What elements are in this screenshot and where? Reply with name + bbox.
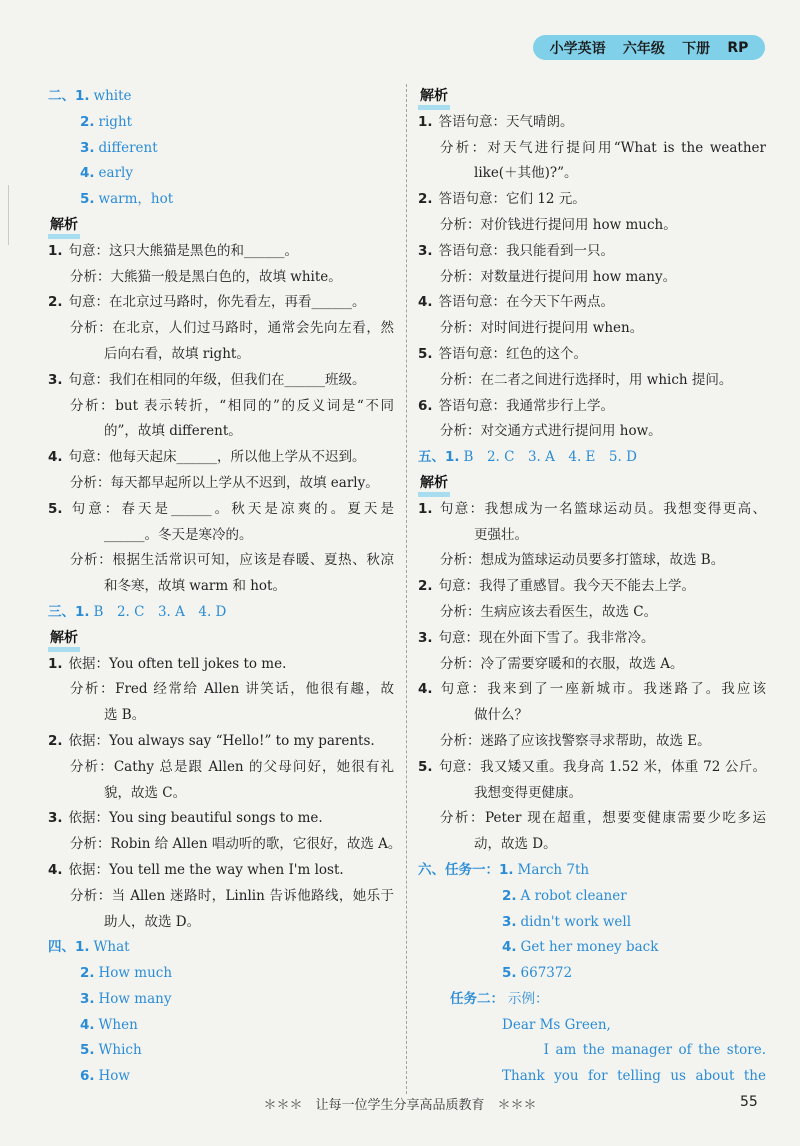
line-text: 分析：大熊猫一般是黑白色的，故填 white。 — [70, 268, 342, 285]
text-line — [48, 548, 394, 574]
text-line — [418, 161, 766, 187]
header-edition: RP — [727, 39, 749, 56]
line-text: How many — [98, 990, 172, 1007]
text-line — [418, 368, 766, 394]
text-line — [418, 290, 766, 316]
text-line — [418, 781, 766, 807]
line-text: 依据：You tell me the way when I'm lost. — [68, 861, 344, 878]
header-badge — [533, 35, 765, 60]
item-number: 3. — [418, 629, 433, 646]
line-text: ______。冬天是寒冷的。 — [104, 526, 253, 543]
item-number: 4. — [502, 939, 517, 956]
item-number: 三、1. — [48, 603, 90, 620]
item-number: 二、1. — [48, 88, 90, 104]
line-text: warm，hot — [98, 191, 174, 208]
line-text: 句意：我们在相同的年级，但我们在______班级。 — [68, 371, 366, 388]
line-text: A robot cleaner — [520, 887, 627, 904]
line-text: What — [93, 939, 130, 956]
line-text: 分析：根据生活常识可知，应该是春暖、夏热、秋凉 — [70, 552, 394, 569]
letter-line — [418, 1013, 766, 1039]
text-line — [48, 832, 402, 858]
answer-line — [418, 987, 766, 1013]
column-divider — [406, 84, 407, 1094]
line-text: Thank you for telling us about the — [502, 1068, 766, 1085]
answer-line — [418, 858, 766, 884]
item-number: 4. — [48, 861, 63, 878]
item-number: 1. — [418, 113, 433, 130]
text-line — [418, 548, 766, 574]
answer-line — [48, 136, 394, 162]
line-text: How much — [98, 965, 173, 982]
analysis-heading — [48, 626, 394, 652]
text-line — [48, 445, 394, 471]
line-text: 667372 — [520, 965, 573, 982]
text-line — [418, 497, 766, 523]
item-number: 3. — [80, 139, 95, 156]
item-number: 3. — [80, 990, 95, 1007]
text-line — [418, 523, 766, 549]
line-text: 和冬寒，故填 warm 和 hot。 — [104, 578, 286, 595]
text-line — [418, 703, 766, 729]
text-line — [418, 136, 766, 162]
line-text: different — [98, 139, 158, 156]
line-text: 依据：You sing beautiful songs to me. — [68, 810, 323, 827]
line-text: How — [98, 1068, 130, 1085]
line-text: 分析：对价钱进行提问用 how much。 — [440, 216, 677, 233]
text-line — [48, 342, 394, 368]
line-text: 分析：想成为篮球运动员要多打篮球，故选 B。 — [440, 552, 725, 569]
line-text: 助人，故选 D。 — [104, 913, 201, 930]
item-number: 2. — [418, 191, 433, 208]
text-line — [48, 265, 394, 291]
line-text: 答语句意：它们 12 元。 — [438, 191, 586, 208]
item-number: 3. — [48, 371, 63, 388]
answer-line — [48, 110, 394, 136]
line-text: B 2. C 3. A 4. E 5. D — [463, 449, 637, 466]
text-line — [48, 858, 394, 884]
line-text: 句意：现在外面下雪了。我非常冷。 — [438, 629, 655, 646]
text-line — [418, 419, 766, 445]
answer-line — [418, 884, 766, 910]
answer-line — [48, 1038, 394, 1064]
analysis-heading — [418, 471, 766, 497]
text-line — [418, 342, 766, 368]
header-volume: 下册 — [682, 40, 711, 57]
item-number: 六、任务一：1. — [418, 861, 514, 878]
line-text: 答语句意：我只能看到一只。 — [438, 242, 615, 259]
binding-mark — [8, 185, 9, 245]
line-text: B 2. C 3. A 4. D — [93, 603, 227, 620]
line-text: 后向右看，故填 right。 — [104, 345, 250, 362]
line-text: 句意：我得了重感冒。我今天不能去上学。 — [438, 578, 696, 595]
item-number: 2. — [80, 965, 95, 982]
text-line — [48, 368, 394, 394]
line-text: 句意：春天是______。秋天是凉爽的。夏天是 — [68, 500, 394, 517]
text-line — [418, 574, 766, 600]
item-number: 2. — [418, 578, 433, 595]
line-text: didn't work well — [520, 913, 632, 930]
item-number: 4. — [418, 681, 433, 698]
line-text: 示例： — [508, 990, 549, 1007]
text-line — [48, 652, 394, 678]
line-text: 分析：but 表示转折，“相同的”的反义词是“不同 — [70, 397, 394, 414]
text-line — [48, 910, 394, 936]
line-text: 句意：这只大熊猫是黑色的和______。 — [68, 242, 299, 259]
item-number: 6. — [80, 1068, 95, 1085]
text-line — [418, 626, 766, 652]
item-number: 2. — [48, 294, 63, 311]
item-number: 五、1. — [418, 449, 460, 466]
line-text: 答语句意：我通常步行上学。 — [438, 397, 615, 414]
line-text: 分析：在北京，人们过马路时，通常会先向左看，然 — [70, 320, 394, 337]
answer-line — [48, 1064, 394, 1090]
line-text: right — [98, 113, 133, 130]
line-text: 答语句意：在今天下午两点。 — [438, 294, 615, 311]
line-text: 做什么？ — [474, 707, 528, 724]
text-line — [48, 677, 394, 703]
line-text: 句意：他每天起床______，所以他上学从不迟到。 — [68, 449, 366, 466]
text-line — [48, 781, 394, 807]
text-line — [48, 239, 394, 265]
line-text: 分析：Robin 给 Allen 唱动听的歌，它很好，故选 A。 — [70, 836, 402, 853]
line-text: early — [98, 165, 133, 182]
line-text: 分析：对交通方式进行提问用 how。 — [440, 423, 662, 440]
line-text: 答语句意：红色的这个。 — [438, 345, 588, 362]
text-line — [418, 652, 766, 678]
item-number: 5. — [418, 758, 433, 775]
text-line — [418, 394, 766, 420]
line-text: Get her money back — [520, 939, 659, 956]
item-number: 2. — [48, 732, 63, 749]
text-line — [48, 729, 394, 755]
text-line — [418, 110, 766, 136]
item-number: 5. — [502, 965, 517, 982]
answer-line — [48, 187, 394, 213]
analysis-heading — [418, 84, 766, 110]
text-line — [418, 265, 766, 291]
text-line — [418, 806, 766, 832]
text-line — [48, 290, 394, 316]
item-number: 四、1. — [48, 939, 90, 956]
item-number: 5. — [418, 345, 433, 362]
answer-line — [48, 935, 394, 961]
line-text: 我想变得更健康。 — [474, 784, 582, 801]
header-subject: 小学英语 — [549, 40, 606, 57]
page-number: 55 — [740, 1094, 758, 1110]
item-number: 5. — [80, 191, 95, 208]
text-line — [48, 394, 394, 420]
left-column — [48, 84, 402, 1090]
text-line — [48, 755, 394, 781]
text-line — [418, 187, 766, 213]
item-number: 3. — [48, 810, 63, 827]
line-text: Dear Ms Green, — [502, 1016, 611, 1033]
item-number: 2. — [80, 113, 95, 130]
item-number: 3. — [418, 242, 433, 259]
text-line — [48, 703, 394, 729]
text-line — [418, 316, 766, 342]
line-text: 句意：在北京过马路时，你先看左，再看______。 — [68, 294, 366, 311]
right-column — [418, 84, 766, 1090]
text-line — [48, 497, 394, 523]
text-line — [48, 574, 394, 600]
letter-line — [418, 1038, 766, 1064]
analysis-label: 解析 — [48, 216, 80, 239]
text-line — [418, 729, 766, 755]
text-line — [418, 600, 766, 626]
line-text: 选 B。 — [104, 707, 146, 724]
answer-line — [418, 961, 766, 987]
analysis-label: 解析 — [418, 87, 450, 110]
line-text: 分析：Cathy 总是跟 Allen 的父母问好，她很有礼 — [70, 758, 394, 775]
line-text: 貌，故选 C。 — [104, 784, 187, 801]
answer-line — [48, 1013, 394, 1039]
item-number: 任务二： — [450, 990, 504, 1007]
item-number: 4. — [80, 1016, 95, 1033]
answer-line — [48, 961, 394, 987]
line-text: 答语句意：天气晴朗。 — [438, 113, 574, 130]
text-line — [48, 806, 394, 832]
line-text: 依据：You always say “Hello!” to my parents. — [68, 732, 375, 749]
line-text: 更强壮。 — [474, 526, 528, 543]
analysis-label: 解析 — [418, 474, 450, 497]
item-number: 4. — [418, 294, 433, 311]
line-text: 分析：对天气进行提问用“What is the weather — [440, 139, 766, 156]
item-number: 4. — [80, 165, 95, 182]
line-text: 分析：当 Allen 迷路时，Linlin 告诉他路线，她乐于 — [70, 887, 394, 904]
text-line — [418, 755, 766, 781]
line-text: 分析：对数量进行提问用 how many。 — [440, 268, 677, 285]
answer-line — [418, 445, 766, 471]
line-text: Which — [98, 1042, 142, 1059]
answer-line — [48, 987, 394, 1013]
analysis-label: 解析 — [48, 629, 80, 652]
line-text: 分析：迷路了应该找警察寻求帮助，故选 E。 — [440, 732, 711, 749]
answer-line — [48, 600, 394, 626]
item-number: 1. — [48, 242, 63, 259]
line-text: 分析：生病应该去看医生，故选 C。 — [440, 603, 658, 620]
analysis-heading — [48, 213, 394, 239]
line-text: March 7th — [517, 861, 590, 878]
item-number: 3. — [502, 913, 517, 930]
line-text: 句意：我又矮又重。我身高 1.52 米，体重 72 公斤。 — [438, 758, 766, 775]
answer-line — [418, 935, 766, 961]
text-line — [418, 239, 766, 265]
footer-slogan: ＊＊＊ 让每一位学生分享高品质教育 ＊＊＊ — [263, 1098, 537, 1113]
answer-line — [48, 84, 394, 110]
letter-line — [418, 1064, 766, 1090]
line-text: 的”，故填 different。 — [104, 423, 242, 440]
item-number: 4. — [48, 449, 63, 466]
header-grade: 六年级 — [622, 40, 665, 57]
line-text: 句意：我来到了一座新城市。我迷路了。我应该 — [438, 681, 766, 698]
item-number: 5. — [48, 500, 63, 517]
line-text: I am the manager of the store. — [418, 1042, 766, 1059]
line-text: When — [98, 1016, 138, 1033]
answer-line — [48, 161, 394, 187]
text-line — [48, 523, 394, 549]
text-line — [48, 471, 394, 497]
line-text: 分析：冷了需要穿暖和的衣服，故选 A。 — [440, 655, 684, 672]
line-text: 分析：在二者之间进行选择时，用 which 提问。 — [440, 371, 733, 388]
item-number: 5. — [80, 1042, 95, 1059]
item-number: 6. — [418, 397, 433, 414]
text-line — [48, 419, 394, 445]
item-number: 1. — [418, 500, 433, 517]
text-line — [48, 884, 394, 910]
line-text: 分析：每天都早起所以上学从不迟到，故填 early。 — [70, 474, 379, 491]
line-text: 分析：Fred 经常给 Allen 讲笑话，他很有趣，故 — [70, 681, 394, 698]
item-number: 2. — [502, 887, 517, 904]
item-number: 1. — [48, 655, 63, 672]
line-text: like(＋其他)?”。 — [474, 165, 578, 182]
line-text: 分析：对时间进行提问用 when。 — [440, 320, 644, 337]
text-line — [418, 677, 766, 703]
text-line — [418, 213, 766, 239]
line-text: white — [93, 88, 132, 104]
line-text: 依据：You often tell jokes to me. — [68, 655, 287, 672]
line-text: 分析：Peter 现在超重，想要变健康需要少吃多运 — [440, 810, 766, 827]
text-line — [418, 832, 766, 858]
line-text: 动，故选 D。 — [474, 836, 557, 853]
text-line — [48, 316, 394, 342]
answer-line — [418, 910, 766, 936]
line-text: 句意：我想成为一名篮球运动员。我想变得更高、 — [438, 500, 766, 517]
